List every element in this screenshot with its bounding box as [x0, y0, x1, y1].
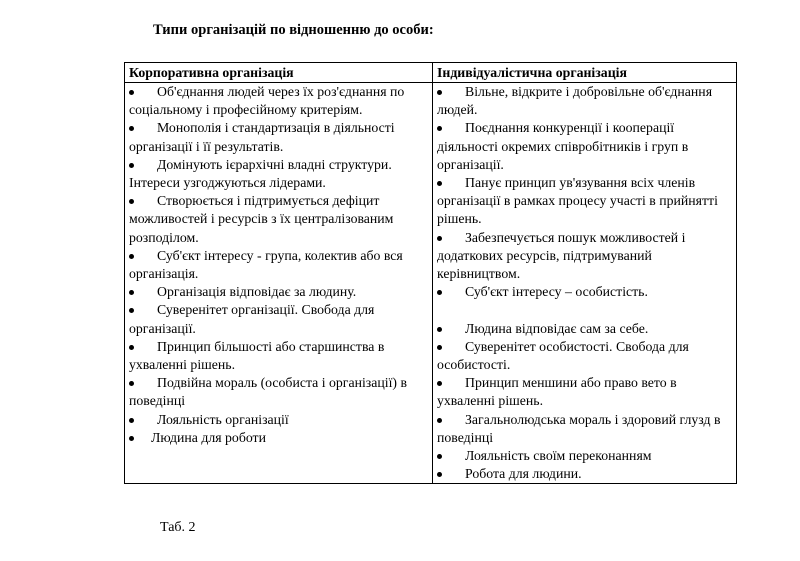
list-item: Суб'єкт інтересу – особистість.	[437, 283, 734, 319]
bullet-icon	[129, 90, 134, 95]
bullet-icon	[129, 254, 134, 259]
list-item: Робота для людини.	[437, 465, 734, 483]
table-body-row	[125, 83, 737, 484]
individualistic-column	[433, 83, 737, 484]
list-item: Забезпечується пошук можливостей і додаткових ресурсів, підтримуваний керівництвом.	[437, 229, 686, 282]
header-corporate: Корпоративна організація	[125, 63, 433, 83]
table-caption: Таб. 2	[160, 520, 196, 535]
list-item: Організація відповідає за людину.	[129, 283, 430, 301]
table-header-row	[125, 63, 737, 83]
list-item: Людина відповідає сам за себе.	[437, 320, 734, 338]
bullet-icon	[129, 436, 134, 441]
bullet-icon	[437, 290, 442, 295]
corporate-column	[125, 83, 433, 484]
list-item: Домінують ієрархічні владні структури. Інтереси узгоджуються лідерами.	[129, 156, 392, 191]
bullet-icon	[437, 181, 442, 186]
page-title: Типи організацій по відношенню до особи:	[153, 22, 434, 38]
list-item: Монополія і стандартизація в діяльності організації і її результатів.	[129, 120, 395, 154]
bullet-icon	[129, 381, 134, 386]
list-item: Суб'єкт інтересу - група, колектив або вся організація.	[129, 247, 403, 282]
list-item: Суверенітет особистості. Свобода для особистості.	[437, 338, 689, 373]
bullet-icon	[129, 418, 134, 423]
bullet-icon	[437, 454, 442, 459]
list-item: Об'єднання людей через їх роз'єднання по соціальному і професійному критеріям.	[129, 84, 405, 118]
list-item: Принцип більшості або старшинства в ухваленні рішень.	[129, 338, 385, 373]
list-item: Вільне, відкрите і добровільне об'єднання людей.	[437, 84, 713, 118]
bullet-icon	[129, 126, 134, 131]
bullet-icon	[437, 472, 442, 477]
list-item: Людина для роботи	[129, 429, 430, 447]
corporate-list	[125, 83, 432, 447]
bullet-icon	[129, 163, 134, 168]
list-item: Загальнолюдська мораль і здоровий глузд в поведінці	[437, 411, 721, 445]
bullet-icon	[437, 418, 442, 423]
header-individualistic: Індивідуалістична організація	[433, 63, 737, 83]
individualistic-list	[433, 83, 736, 483]
list-item: Принцип меншини або право вето в ухваленні рішень.	[437, 375, 677, 409]
bullet-icon	[437, 236, 442, 241]
bullet-icon	[129, 345, 134, 350]
list-item: Суверенітет організації. Свобода для організації.	[129, 302, 375, 336]
bullet-icon	[437, 381, 442, 386]
bullet-icon	[437, 126, 442, 131]
list-item: Поєднання конкуренції і кооперації діяльності окремих співробітників і груп в організації.	[437, 120, 689, 172]
bullet-icon	[437, 327, 442, 332]
organization-types-table	[124, 62, 737, 484]
list-item: Лояльність організації	[129, 411, 430, 429]
bullet-icon	[129, 308, 134, 313]
list-item: Лояльність своїм переконанням	[437, 447, 734, 465]
bullet-icon	[129, 199, 134, 204]
bullet-icon	[129, 290, 134, 295]
list-item: Подвійна мораль (особиста і організації) в поведінці	[129, 375, 407, 409]
list-item: Панує принцип ув'язування всіх членів організації в рамках процесу участі в прийнятті рішень.	[437, 175, 718, 227]
list-item: Створюється і підтримується дефіцит можливостей і ресурсів з їх централізованим розподілом.	[129, 193, 394, 245]
bullet-icon	[437, 345, 442, 350]
bullet-icon	[437, 90, 442, 95]
